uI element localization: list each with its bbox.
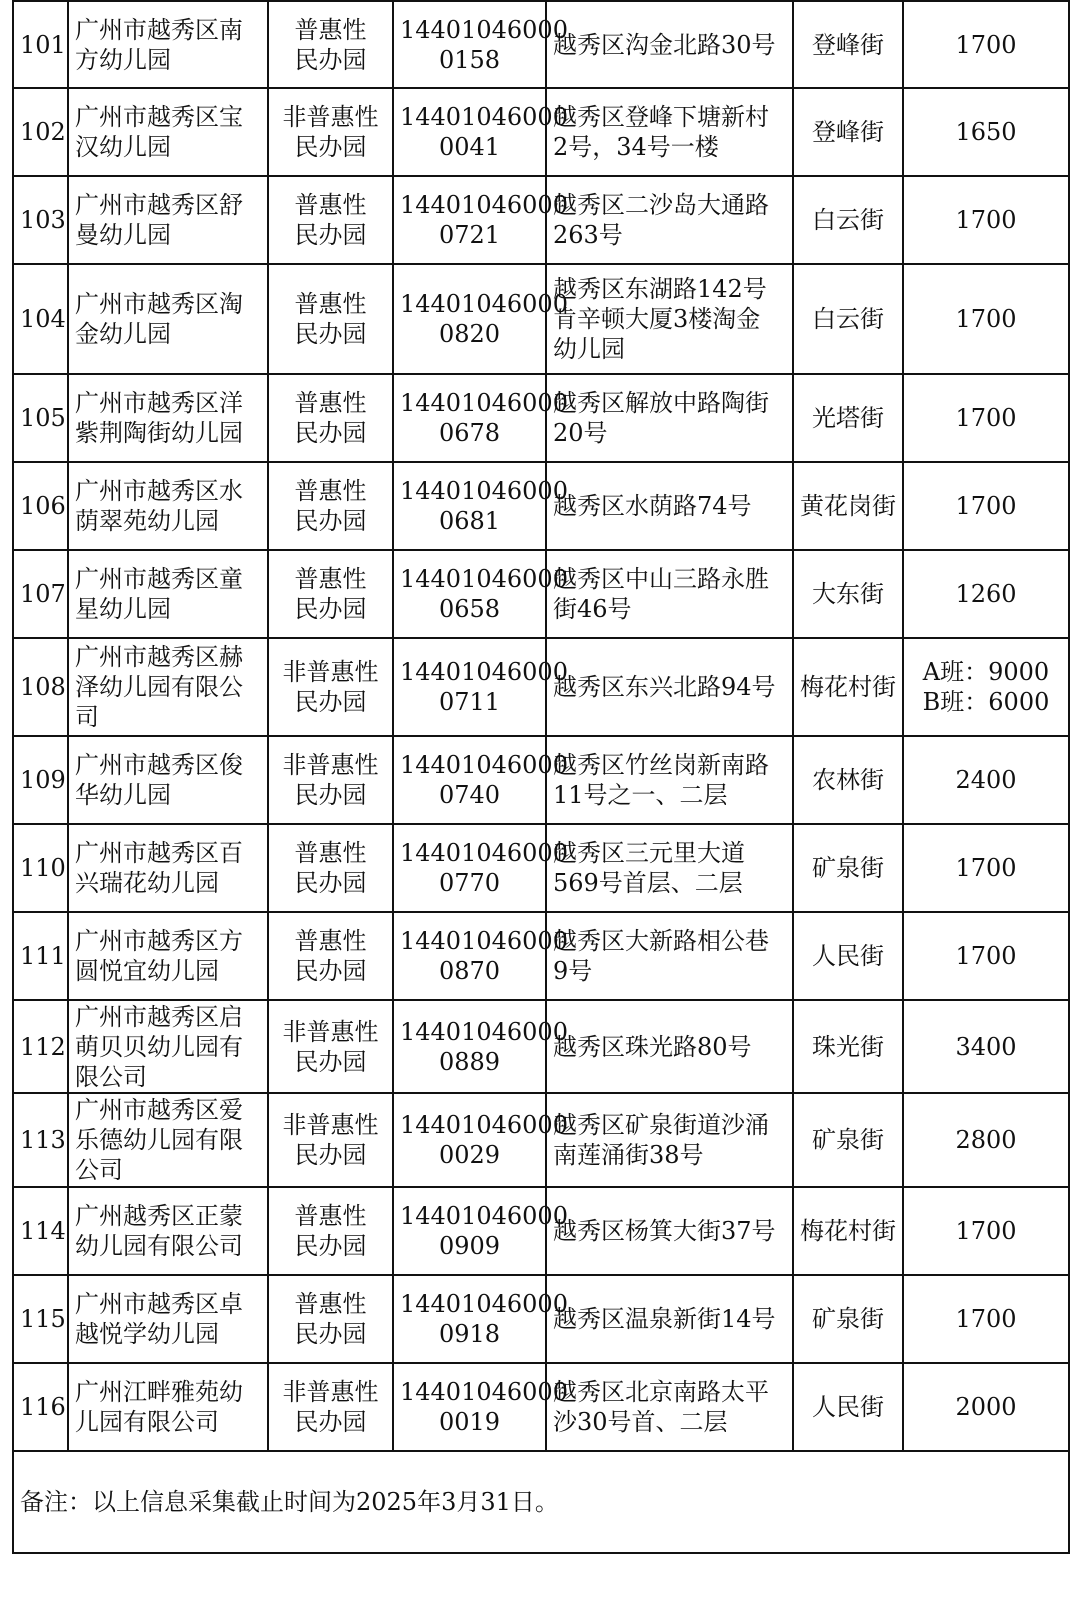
kindergarten-name [68, 1000, 268, 1093]
kindergarten-name-line: 广州市越秀区百 [75, 839, 243, 867]
kindergarten-address-line: 肯辛顿大厦3楼淘金 [553, 305, 761, 333]
kindergarten-fee-line: 3400 [955, 1032, 1017, 1061]
kindergarten-type-line: 民办园 [294, 419, 367, 447]
kindergarten-fee [903, 912, 1069, 1000]
kindergarten-name-line: 广州市越秀区方 [75, 927, 243, 955]
kindergarten-code-line: 14401046000 [400, 839, 568, 867]
kindergarten-code-line: 14401046000 [400, 477, 568, 505]
kindergarten-type-line: 民办园 [294, 507, 367, 535]
kindergarten-name-line: 广州江畔雅苑幼 [75, 1378, 243, 1406]
kindergarten-address [546, 1363, 793, 1451]
kindergarten-address-line: 沙30号首、二层 [553, 1408, 728, 1436]
kindergarten-address-line: 街46号 [553, 595, 632, 623]
kindergarten-type [268, 264, 393, 374]
kindergarten-name-line: 泽幼儿园有限公 [75, 673, 243, 701]
kindergarten-code-line: 0889 [438, 1047, 501, 1076]
kindergarten-code-line: 0918 [438, 1320, 501, 1348]
kindergarten-address-line: 20号 [553, 419, 608, 447]
kindergarten-type [268, 462, 393, 550]
kindergarten-name-line: 乐德幼儿园有限 [75, 1126, 243, 1154]
kindergarten-address [546, 462, 793, 550]
kindergarten-type [268, 550, 393, 638]
kindergarten-street: 登峰街 [793, 1, 903, 88]
kindergarten-fee-line: 2800 [955, 1126, 1017, 1154]
kindergarten-code-line: 14401046000 [400, 15, 568, 44]
table-row [13, 736, 1069, 824]
kindergarten-address [546, 176, 793, 264]
kindergarten-fee-line: 1700 [955, 30, 1017, 59]
kindergarten-code [393, 462, 568, 550]
table-row [13, 1000, 1069, 1093]
kindergarten-fee [903, 736, 1069, 824]
kindergarten-fee-line: B班：6000 [922, 688, 1050, 716]
kindergarten-street: 光塔街 [793, 374, 903, 462]
kindergarten-code-line: 14401046000 [400, 927, 568, 955]
row-number: 106 [13, 462, 68, 550]
kindergarten-type-line: 非普惠性 [282, 658, 379, 686]
kindergarten-name [68, 638, 268, 736]
table-row [13, 550, 1069, 638]
table-row [13, 88, 1069, 176]
kindergarten-address-line: 越秀区大新路相公巷 [553, 927, 769, 955]
kindergarten-code-line: 0029 [438, 1141, 501, 1169]
kindergarten-fee [903, 1000, 1069, 1093]
kindergarten-code [393, 1363, 568, 1451]
kindergarten-type [268, 912, 393, 1000]
kindergarten-address [546, 824, 793, 912]
table-body [13, 1, 1069, 1451]
kindergarten-fee-line: 1700 [955, 942, 1017, 970]
kindergarten-code [393, 824, 568, 912]
kindergarten-address [546, 1187, 793, 1275]
row-number: 102 [13, 88, 68, 176]
kindergarten-fee-line: 1700 [955, 1217, 1017, 1245]
kindergarten-name-line: 星幼儿园 [75, 595, 171, 623]
kindergarten-type-line: 普惠性 [294, 15, 367, 44]
kindergarten-type-line: 普惠性 [294, 927, 367, 955]
kindergarten-type [268, 88, 393, 176]
kindergarten-type-line: 普惠性 [294, 389, 367, 417]
kindergarten-code-line: 14401046000 [400, 1290, 568, 1318]
kindergarten-fee-line: 1700 [955, 305, 1017, 333]
table-row [13, 1275, 1069, 1363]
kindergarten-type-line: 非普惠性 [282, 751, 379, 779]
kindergarten-code-line: 0678 [438, 419, 501, 447]
kindergarten-code [393, 374, 568, 462]
kindergarten-type-line: 民办园 [294, 1141, 367, 1169]
kindergarten-name-line: 广州市越秀区赫 [75, 643, 243, 671]
kindergarten-type-line: 非普惠性 [282, 1017, 379, 1046]
kindergarten-code [393, 550, 568, 638]
kindergarten-name [68, 824, 268, 912]
row-number: 113 [13, 1093, 68, 1187]
kindergarten-type-line: 民办园 [294, 1320, 367, 1348]
kindergarten-address [546, 374, 793, 462]
kindergarten-address [546, 1000, 793, 1093]
kindergarten-name [68, 550, 268, 638]
table-row [13, 264, 1069, 374]
kindergarten-name-line: 广州市越秀区淘 [75, 290, 243, 318]
kindergarten-type-line: 非普惠性 [282, 103, 379, 131]
kindergarten-code-line: 0658 [438, 595, 501, 623]
kindergarten-code [393, 736, 568, 824]
kindergarten-type [268, 374, 393, 462]
table-row [13, 912, 1069, 1000]
table-row [13, 638, 1069, 736]
kindergarten-address-line: 569号首层、二层 [553, 869, 743, 897]
kindergarten-type-line: 民办园 [294, 320, 367, 348]
kindergarten-type [268, 736, 393, 824]
row-number: 107 [13, 550, 68, 638]
table-row [13, 374, 1069, 462]
kindergarten-name-line: 广州市越秀区洋 [75, 389, 243, 417]
kindergarten-address [546, 736, 793, 824]
kindergarten-fee [903, 1363, 1069, 1451]
kindergarten-code-line: 0158 [438, 45, 501, 74]
kindergarten-code-line: 0721 [438, 221, 501, 249]
kindergarten-name [68, 736, 268, 824]
kindergarten-name [68, 1093, 268, 1187]
row-number: 103 [13, 176, 68, 264]
kindergarten-type-line: 民办园 [294, 957, 367, 985]
kindergarten-address-line: 越秀区竹丝岗新南路 [553, 751, 769, 779]
kindergarten-street: 人民街 [793, 912, 903, 1000]
kindergarten-code-line: 14401046000 [400, 191, 568, 219]
kindergarten-name [68, 1275, 268, 1363]
kindergarten-fee [903, 462, 1069, 550]
kindergarten-type-line: 普惠性 [294, 839, 367, 867]
kindergarten-type-line: 普惠性 [294, 1202, 367, 1230]
kindergarten-code-line: 14401046000 [400, 290, 568, 318]
kindergarten-type-line: 民办园 [294, 688, 367, 716]
row-number: 111 [13, 912, 68, 1000]
kindergarten-name-line: 限公司 [75, 1062, 147, 1091]
kindergarten-name-line: 汉幼儿园 [75, 133, 171, 161]
kindergarten-address-line: 越秀区北京南路太平 [553, 1378, 769, 1406]
kindergarten-address [546, 1, 793, 88]
kindergarten-address-line: 越秀区东湖路142号 [553, 275, 767, 303]
kindergarten-name-line: 幼儿园有限公司 [75, 1232, 243, 1260]
kindergarten-code-line: 14401046000 [400, 1378, 568, 1406]
kindergarten-code-line: 14401046000 [400, 751, 568, 779]
kindergarten-type [268, 1093, 393, 1187]
kindergarten-code-line: 0770 [438, 869, 501, 897]
kindergarten-type-line: 民办园 [294, 781, 367, 809]
kindergarten-name [68, 1, 268, 88]
note-row [13, 1451, 1069, 1553]
kindergarten-code-line: 0909 [438, 1232, 501, 1260]
kindergarten-fee [903, 1093, 1069, 1187]
row-number: 105 [13, 374, 68, 462]
kindergarten-name [68, 176, 268, 264]
kindergarten-street: 白云街 [793, 264, 903, 374]
kindergarten-code-line: 14401046000 [400, 389, 568, 417]
kindergarten-address-line: 11号之一、二层 [553, 781, 728, 809]
kindergarten-fee [903, 264, 1069, 374]
kindergarten-name-line: 荫翠苑幼儿园 [75, 507, 219, 535]
kindergarten-fee [903, 1, 1069, 88]
kindergarten-address-line: 越秀区矿泉街道沙涌 [553, 1111, 769, 1139]
kindergarten-name-line: 广州市越秀区南 [75, 15, 243, 44]
kindergarten-name [68, 264, 268, 374]
kindergarten-name-line: 方幼儿园 [75, 45, 171, 74]
kindergarten-name-line: 萌贝贝幼儿园有 [75, 1032, 243, 1061]
kindergarten-name [68, 912, 268, 1000]
kindergarten-address-line: 越秀区三元里大道 [553, 839, 745, 867]
kindergarten-address-line: 越秀区中山三路永胜 [553, 565, 769, 593]
kindergarten-type-line: 非普惠性 [282, 1111, 379, 1139]
kindergarten-street: 黄花岗街 [793, 462, 903, 550]
table-row [13, 824, 1069, 912]
kindergarten-fee [903, 1187, 1069, 1275]
kindergarten-fee-line: 2000 [955, 1393, 1017, 1421]
kindergarten-type-line: 民办园 [294, 869, 367, 897]
kindergarten-name-line: 兴瑞花幼儿园 [75, 869, 219, 897]
kindergarten-address [546, 1275, 793, 1363]
row-number: 114 [13, 1187, 68, 1275]
kindergarten-code-line: 14401046000 [400, 565, 568, 593]
row-number: 101 [13, 1, 68, 88]
kindergarten-type [268, 176, 393, 264]
kindergarten-street: 大东街 [793, 550, 903, 638]
kindergarten-name-line: 广州市越秀区童 [75, 565, 243, 593]
kindergarten-type-line: 民办园 [294, 1047, 367, 1076]
kindergarten-street: 农林街 [793, 736, 903, 824]
row-number: 112 [13, 1000, 68, 1093]
kindergarten-code [393, 1187, 568, 1275]
kindergarten-type [268, 824, 393, 912]
kindergarten-street: 矿泉街 [793, 1275, 903, 1363]
kindergarten-name-line: 公司 [75, 1156, 123, 1184]
kindergarten-street: 登峰街 [793, 88, 903, 176]
kindergarten-address [546, 912, 793, 1000]
row-number: 116 [13, 1363, 68, 1451]
kindergarten-name-line: 司 [75, 703, 99, 731]
kindergarten-address-line: 南莲涌街38号 [553, 1141, 704, 1169]
kindergarten-address-line: 越秀区东兴北路94号 [553, 673, 776, 701]
kindergarten-name [68, 1363, 268, 1451]
kindergarten-name-line: 华幼儿园 [75, 781, 171, 809]
kindergarten-name-line: 越悦学幼儿园 [75, 1320, 219, 1348]
kindergarten-code [393, 1, 568, 88]
kindergarten-address-line: 越秀区杨箕大街37号 [553, 1217, 776, 1245]
kindergarten-type [268, 1, 393, 88]
kindergarten-type-line: 普惠性 [294, 565, 367, 593]
kindergarten-name-line: 广州市越秀区爱 [75, 1096, 243, 1124]
kindergarten-name-line: 广州市越秀区舒 [75, 191, 243, 219]
table-row [13, 1, 1069, 88]
kindergarten-address [546, 550, 793, 638]
kindergarten-fee-line: A班：9000 [922, 658, 1050, 686]
kindergarten-code-line: 0740 [438, 781, 501, 809]
kindergarten-code [393, 1000, 568, 1093]
kindergarten-address-line: 9号 [553, 957, 593, 985]
row-number: 110 [13, 824, 68, 912]
kindergarten-address-line: 263号 [553, 221, 623, 249]
kindergarten-street: 矿泉街 [793, 1093, 903, 1187]
kindergarten-fee-line: 1700 [955, 404, 1017, 432]
kindergarten-code [393, 1275, 568, 1363]
table-row [13, 1363, 1069, 1451]
kindergarten-type [268, 638, 393, 736]
kindergarten-code-line: 14401046000 [400, 103, 568, 131]
kindergarten-name-line: 广州市越秀区水 [75, 477, 243, 505]
kindergarten-code [393, 264, 568, 374]
kindergarten-fee [903, 1275, 1069, 1363]
kindergarten-code [393, 912, 568, 1000]
kindergarten-code [393, 88, 568, 176]
kindergarten-street: 矿泉街 [793, 824, 903, 912]
kindergarten-address-line: 越秀区珠光路80号 [553, 1032, 752, 1061]
kindergarten-address [546, 638, 793, 736]
kindergarten-address-line: 越秀区二沙岛大通路 [553, 191, 769, 219]
kindergarten-code-line: 0041 [438, 133, 501, 161]
kindergarten-address [546, 264, 793, 374]
kindergarten-type [268, 1187, 393, 1275]
kindergarten-name-line: 紫荆陶街幼儿园 [75, 419, 243, 447]
kindergarten-type-line: 非普惠性 [282, 1378, 379, 1406]
kindergarten-fee-line: 1650 [955, 118, 1017, 146]
kindergarten-type-line: 普惠性 [294, 477, 367, 505]
kindergarten-type-line: 普惠性 [294, 1290, 367, 1318]
kindergarten-code-line: 14401046000 [400, 1202, 568, 1230]
kindergarten-type-line: 民办园 [294, 595, 367, 623]
table-row [13, 1187, 1069, 1275]
kindergarten-fee [903, 88, 1069, 176]
kindergarten-code-line: 0711 [438, 688, 501, 716]
kindergarten-street: 梅花村街 [793, 1187, 903, 1275]
kindergarten-code-line: 14401046000 [400, 1017, 568, 1046]
kindergarten-fee [903, 176, 1069, 264]
kindergarten-address [546, 88, 793, 176]
kindergarten-address-line: 越秀区登峰下塘新村 [553, 103, 769, 131]
kindergarten-fee [903, 550, 1069, 638]
kindergarten-fee-line: 2400 [955, 766, 1017, 794]
kindergarten-name-line: 金幼儿园 [75, 320, 171, 348]
kindergarten-code [393, 1093, 568, 1187]
kindergarten-name-line: 广州市越秀区俊 [75, 751, 243, 779]
kindergarten-name-line: 广州越秀区正蒙 [75, 1202, 243, 1230]
row-number: 115 [13, 1275, 68, 1363]
kindergarten-type-line: 普惠性 [294, 290, 367, 318]
kindergarten-street: 珠光街 [793, 1000, 903, 1093]
kindergarten-type-line: 民办园 [294, 1408, 367, 1436]
kindergarten-name-line: 曼幼儿园 [75, 221, 171, 249]
kindergarten-table [12, 0, 1070, 1554]
kindergarten-address-line: 2号，34号一楼 [553, 133, 719, 161]
kindergarten-street: 白云街 [793, 176, 903, 264]
kindergarten-code-line: 14401046000 [400, 1111, 568, 1139]
kindergarten-type [268, 1275, 393, 1363]
kindergarten-code-line: 0681 [438, 507, 501, 535]
kindergarten-name [68, 374, 268, 462]
table-row [13, 462, 1069, 550]
kindergarten-name [68, 1187, 268, 1275]
kindergarten-fee [903, 374, 1069, 462]
kindergarten-name-line: 儿园有限公司 [75, 1408, 219, 1436]
kindergarten-fee-line: 1700 [955, 492, 1017, 520]
kindergarten-address-line: 越秀区沟金北路30号 [553, 30, 776, 59]
kindergarten-type-line: 民办园 [294, 221, 367, 249]
kindergarten-type-line: 民办园 [294, 45, 367, 74]
kindergarten-code [393, 638, 568, 736]
kindergarten-street: 人民街 [793, 1363, 903, 1451]
kindergarten-name [68, 462, 268, 550]
kindergarten-type [268, 1000, 393, 1093]
kindergarten-type [268, 1363, 393, 1451]
kindergarten-name [68, 88, 268, 176]
kindergarten-code [393, 176, 568, 264]
kindergarten-address-line: 越秀区温泉新街14号 [553, 1305, 776, 1333]
kindergarten-name-line: 广州市越秀区宝 [75, 103, 243, 131]
kindergarten-code-line: 0019 [438, 1408, 501, 1436]
kindergarten-name-line: 广州市越秀区启 [75, 1002, 243, 1031]
kindergarten-type-line: 普惠性 [294, 191, 367, 219]
kindergarten-street: 梅花村街 [793, 638, 903, 736]
kindergarten-code-line: 0870 [438, 957, 501, 985]
kindergarten-address-line: 越秀区水荫路74号 [553, 492, 752, 520]
kindergarten-fee-line: 1700 [955, 206, 1017, 234]
kindergarten-type-line: 民办园 [294, 1232, 367, 1260]
table-row [13, 1093, 1069, 1187]
kindergarten-fee-line: 1260 [955, 580, 1017, 608]
note-text: 备注：以上信息采集截止时间为2025年3月31日。 [13, 1451, 1069, 1553]
row-number: 108 [13, 638, 68, 736]
kindergarten-fee-line: 1700 [955, 1305, 1017, 1333]
kindergarten-fee [903, 824, 1069, 912]
kindergarten-code-line: 14401046000 [400, 658, 568, 686]
table-row [13, 176, 1069, 264]
kindergarten-code-line: 0820 [438, 320, 501, 348]
kindergarten-address-line: 越秀区解放中路陶街 [553, 389, 769, 417]
kindergarten-name-line: 广州市越秀区卓 [75, 1290, 243, 1318]
kindergarten-type-line: 民办园 [294, 133, 367, 161]
kindergarten-name-line: 圆悦宜幼儿园 [75, 957, 219, 985]
kindergarten-fee-line: 1700 [955, 854, 1017, 882]
kindergarten-address-line: 幼儿园 [553, 335, 625, 363]
kindergarten-fee [903, 638, 1069, 736]
row-number: 109 [13, 736, 68, 824]
row-number: 104 [13, 264, 68, 374]
kindergarten-address [546, 1093, 793, 1187]
